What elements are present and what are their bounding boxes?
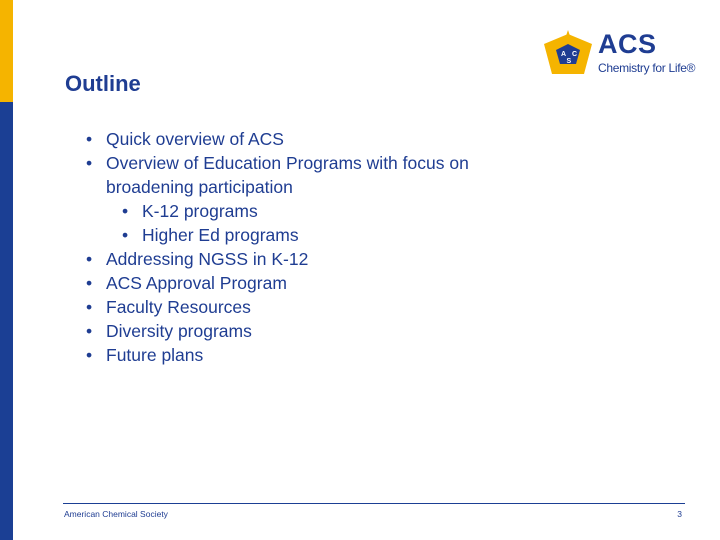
seal-letter-s: S: [566, 58, 572, 65]
outline-item-text: Quick overview of ACS: [106, 129, 284, 149]
outline-subitem-text: K-12 programs: [142, 201, 258, 221]
bullet: •: [86, 297, 93, 317]
outline-subitem-text: Higher Ed programs: [142, 225, 299, 245]
seal-letter-a: A: [561, 51, 567, 58]
outline-item: [86, 151, 556, 175]
outline-item: [86, 295, 556, 319]
outline-item-text: Diversity programs: [106, 321, 252, 341]
accent-band-blue: [0, 102, 13, 540]
acs-seal-icon: [540, 28, 596, 80]
bullet: •: [86, 129, 93, 149]
outline-item-text: broadening participation: [106, 177, 293, 197]
footer-organization: American Chemical Society: [64, 509, 168, 519]
outline-item-continuation: [86, 175, 556, 199]
outline-item: [86, 271, 556, 295]
bullet: •: [86, 321, 93, 341]
outline-item-text: Faculty Resources: [106, 297, 251, 317]
page-number: 3: [677, 509, 682, 519]
outline-subitem: [86, 223, 556, 247]
outline-item: [86, 319, 556, 343]
bullet: •: [86, 153, 93, 173]
bullet: •: [86, 345, 93, 365]
bullet: •: [122, 225, 129, 245]
footer-divider: [63, 503, 685, 504]
outline-item-text: Overview of Education Programs with focus on: [106, 153, 469, 173]
outline-list: [86, 127, 556, 367]
outline-item: [86, 247, 556, 271]
bullet: •: [86, 249, 93, 269]
outline-item-text: ACS Approval Program: [106, 273, 287, 293]
accent-band-yellow: [0, 0, 13, 102]
acs-logo: [540, 28, 696, 84]
logo-abbreviation: ACS: [598, 29, 657, 59]
outline-item-text: Future plans: [106, 345, 204, 365]
outline-item: [86, 343, 556, 367]
slide-title: Outline: [65, 71, 141, 96]
outline-item: [86, 127, 556, 151]
bullet: •: [122, 201, 129, 221]
outline-item-text: Addressing NGSS in K-12: [106, 249, 309, 269]
logo-tagline: Chemistry for Life®: [598, 61, 696, 75]
seal-letter-c: C: [572, 51, 578, 58]
bullet: •: [86, 273, 93, 293]
outline-subitem: [86, 199, 556, 223]
